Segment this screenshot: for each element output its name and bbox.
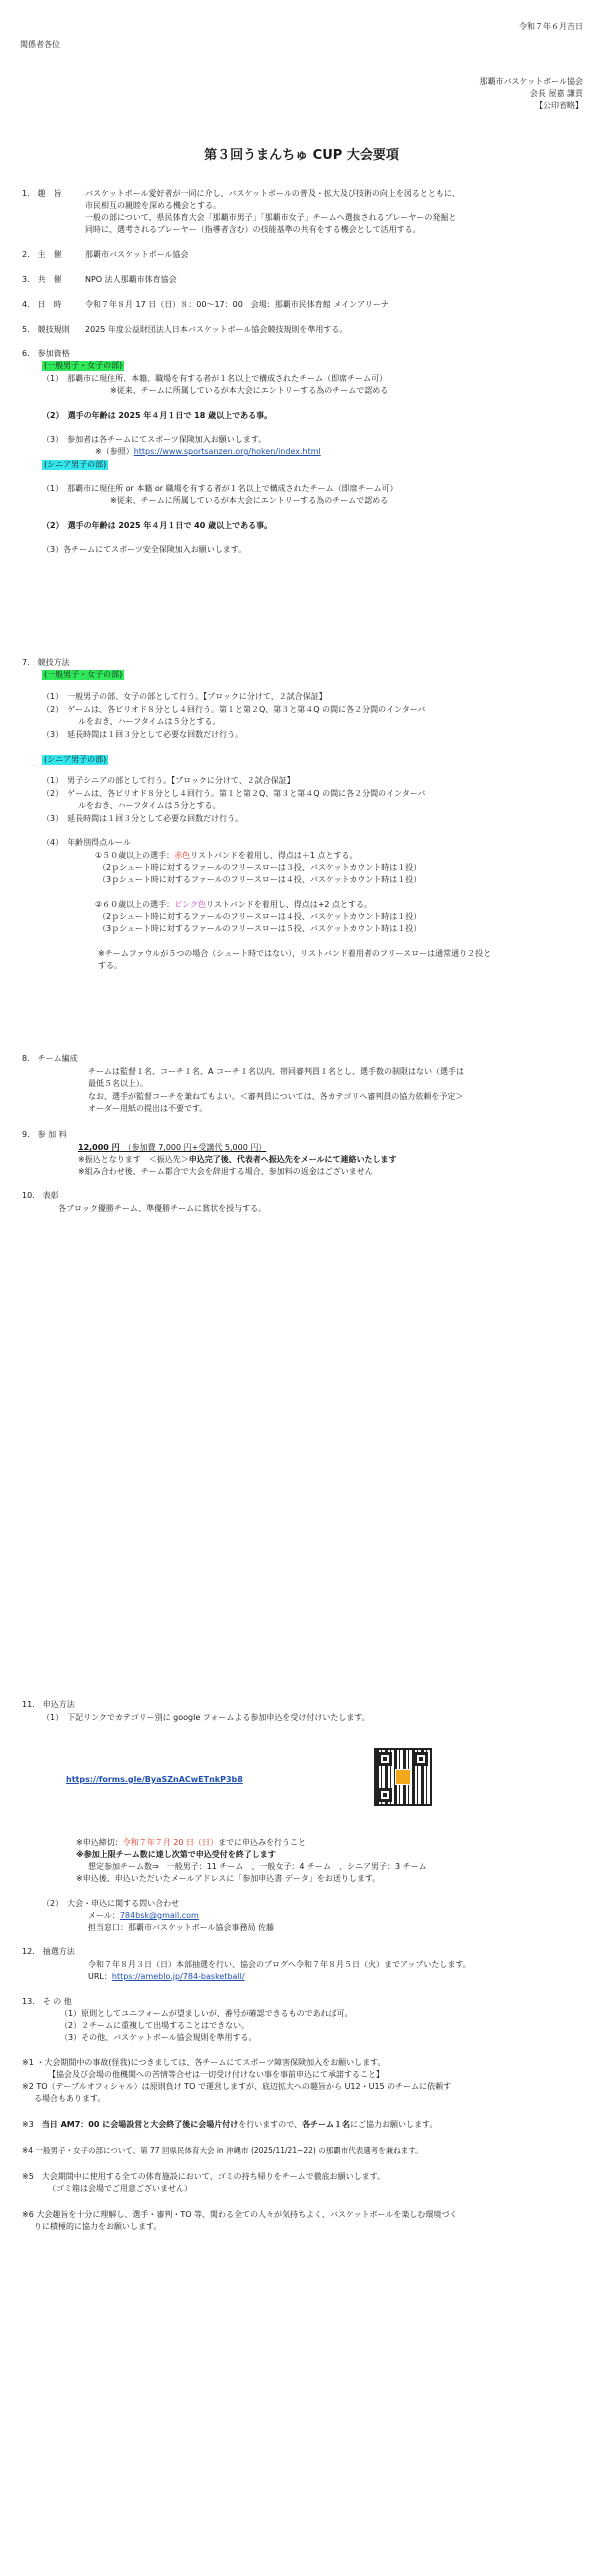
sec5-value: 2025 年度公益財団法人日本バスケットボール協会競技規則を準用する。 bbox=[85, 325, 348, 334]
sec6-item: （1） 那覇市に現住所、本籍、職場を有する者が１名以上で構成されたチーム（即席チーム可） bbox=[42, 374, 388, 383]
sec13-line: （2）２チームに重複して出場することはできない。 bbox=[60, 2021, 250, 2030]
blog-link[interactable]: https://ameblo.jp/784-basketball/ bbox=[111, 1972, 245, 1981]
sec11-line: （1） 下記リンクでカテゴリー別に google フォームよる参加申込を受け付けいたします。 bbox=[42, 1713, 370, 1722]
sec10-line: 各ブロック優勝チーム、準優勝チームに賞状を授与する。 bbox=[58, 1204, 267, 1213]
team-foul-note: ※チームファウルが５つの場合（シュート時ではない），リストバンド着用者のフリースローは通常通り２投と bbox=[98, 949, 492, 958]
sec6-item: （2） 選手の年齢は 2025 年４月１日で 40 歳以上である事。 bbox=[42, 521, 273, 530]
sec8-line: チームは監督１名、コーチ１名、A コーチ１名以内、帯同審判員１名とし、選手数の制限はない（選手は bbox=[88, 1067, 465, 1076]
note-6: ※6 大会趣旨を十分に理解し、選手・審判・TO 等、関わる全ての人々が気持ちよく、バスケットボールを楽しむ環境づく bbox=[22, 2210, 458, 2219]
sec6-item: （3）各チームにてスポーツ安全保険加入お願いします。 bbox=[42, 545, 247, 554]
sec8-label: 8. チーム編成 bbox=[22, 1054, 78, 1063]
note-3: ※3 当日 AM7：00 に会場設営と大会終了後に会場片付けを行いますので、各チーム１名にご協力お願いします。 bbox=[22, 2120, 438, 2129]
sec6-label: 6. 参加資格 bbox=[22, 349, 70, 358]
qr-code-icon bbox=[374, 1748, 432, 1806]
page-title: 第３回うまんちゅ CUP 大会要項 bbox=[204, 148, 399, 163]
sec4-label: 4. 日 時 bbox=[22, 300, 62, 309]
sec7-item: （3） 延長時間は１回３分として必要な回数だけ行う。 bbox=[42, 814, 244, 823]
sec6-item: （2） 選手の年齢は 2025 年４月１日で 18 歳以上である事。 bbox=[42, 411, 273, 420]
age-rule-detail: （3ｐシュート時に対するファールのフリースローは４投、バスケットカウント時は１投） bbox=[98, 875, 422, 884]
sec8-line: 最低５名以上）。 bbox=[88, 1079, 148, 1088]
sec5-label: 5. 競技規則 bbox=[22, 325, 70, 334]
sec6-general-tag: (一般男子・女子の部) bbox=[44, 361, 123, 370]
sec7-item: ルをおき、ハーフタイムは５分とする。 bbox=[78, 801, 221, 810]
sec3-value: NPO 法人那覇市体育協会 bbox=[85, 275, 177, 284]
sec9-label: 9. 参 加 料 bbox=[22, 1130, 67, 1139]
issuer-president: 会長 屋嘉 謙貢 bbox=[529, 89, 583, 98]
note-1b: 【協会及び会場の他機関への苦情等合せは一切受け付けない事を事前申込にて承諾すること】 bbox=[48, 2070, 384, 2079]
note-5b: （ゴミ箱は会場でご用意ございません） bbox=[48, 2184, 192, 2193]
sec6-reference: ※（参照）https://www.sportsanzen.org/hoken/index.html bbox=[95, 447, 321, 456]
age-rule-detail: （3ｐシュート時に対するファールのフリースローは５投、バスケットカウント時は１投） bbox=[98, 924, 422, 933]
note-2b: る場合もあります。 bbox=[34, 2094, 106, 2103]
age-rule-detail: （2ｐシュート時に対するファールのフリースローは４投、バスケットカウント時は１投） bbox=[98, 912, 422, 921]
form-link-wrap bbox=[66, 1775, 243, 1785]
sec7-item: （2） ゲームは、各ピリオド８分とし４回行う。第１と第２Q、第３と第４Q の間に各２分間のインターバ bbox=[42, 789, 426, 798]
sec1-line: 一般の部について、県民体育大会「那覇市男子」「那覇市女子」チームへ選抜されるプレーヤーの発掘と bbox=[85, 213, 457, 222]
deadline-line: ※申込締切：令和７年７月 20 日（日）までに申込みを行うこと bbox=[76, 1838, 306, 1847]
contact-mail: メール：784bsk@gmail.com bbox=[88, 1911, 199, 1920]
note-1: ※1 ・大会期間中の事故(怪我)につきましては、各チームにてスポーツ障害保険加入をお願いします。 bbox=[22, 2058, 386, 2067]
after-apply-note: ※申込後、申込いただいたメールアドレスに「参加申込書 データ」をお送りします。 bbox=[76, 1874, 381, 1883]
sec1-line: 市民相互の親睦を深める機会とする。 bbox=[85, 201, 221, 210]
fee-payment: ※振込となります ＜振込先＞申込完了後、代表者へ振込先をメールにて連絡いたします bbox=[78, 1155, 397, 1164]
issuer-org: 那覇市バスケットボール協会 bbox=[479, 77, 583, 86]
sec2-value: 那覇市バスケットボール協会 bbox=[85, 250, 189, 259]
sec7-general-tag: (一般男子・女子の部) bbox=[44, 670, 123, 679]
fee-line: 12,000 円 （参加費 7,000 円+受講代 5,000 円） bbox=[78, 1143, 267, 1152]
sec6-item: ※従来、チームに所属しているが本大会にエントリーする為のチームで認める bbox=[110, 386, 389, 395]
recipients: 関係者各位 bbox=[20, 40, 60, 49]
note-6b: りに積極的に協力をお願いします。 bbox=[34, 2222, 162, 2231]
sec6-item: ※従来、チームに所属しているが本大会にエントリーする為のチームで認める bbox=[110, 496, 389, 505]
contact-head: （2） 大会・申込に関する問い合わせ bbox=[42, 1899, 180, 1908]
sec13-label: 13. そ の 他 bbox=[22, 1997, 72, 2006]
insurance-link[interactable]: https://www.sportsanzen.org/hoken/index.html bbox=[133, 447, 321, 456]
age-rule-detail: （2ｐシュート時に対するファールのフリースローは３投、バスケットカウント時は１投） bbox=[98, 863, 422, 872]
note-5: ※5 大会期間中に使用する全ての体育施設において、ゴミの持ち帰りをチームで徹底お願いします。 bbox=[22, 2172, 385, 2181]
sec13-line: （1）原則としてユニフォームが望ましいが、番号が確認できるものであれば可。 bbox=[60, 2009, 353, 2018]
fee-refund: ※組み合わせ後、チーム都合で大会を辞退する場合、参加料の返金はございません bbox=[78, 1167, 373, 1176]
sec10-label: 10. 表彰 bbox=[22, 1191, 59, 1200]
limit-line: ※参加上限チーム数に達し次第で申込受付を終了します bbox=[76, 1850, 276, 1859]
sec7-item: （2） ゲームは、各ピリオド８分とし４回行う。第１と第２Q、第３と第４Q の間に各２分間のインターバ bbox=[42, 705, 426, 714]
sec6-item: （1） 那覇市に現住所 or 本籍 or 職場を有する者が１名以上で構成されたチーム（即席チーム可） bbox=[42, 484, 398, 493]
team-foul-note: する。 bbox=[98, 961, 122, 970]
sec12-url: URL：https://ameblo.jp/784-basketball/ bbox=[88, 1972, 245, 1981]
sec6-item: （3） 参加者は各チームにてスポーツ保険加入お願いします。 bbox=[42, 435, 267, 444]
note-4: ※4 一般男子・女子の部について、第 77 回県民体育大会 in 沖縄市 (2025/11/21~22) の那覇市代表選考を兼ねます。 bbox=[22, 2146, 423, 2155]
contact-mail-link[interactable]: 784bsk@gmail.com bbox=[119, 1911, 199, 1920]
sec6-senior-tag: (シニア男子の部) bbox=[44, 460, 107, 469]
age-rule-60: ②６０歳以上の選手：ピンク色リストバンドを着用し、得点は+2 点とする。 bbox=[95, 900, 373, 909]
form-link[interactable]: https://forms.gle/ByaSZnACwETnkP3b8 bbox=[66, 1775, 243, 1784]
note-2: ※2 TO（テーブルオフィシャル）は原則負け TO で運営しますが、底辺拡大への趣旨から U12・U15 のチームに依頼す bbox=[22, 2082, 452, 2091]
sec7-label: 7. 競技方法 bbox=[22, 658, 70, 667]
sec1-label: 1. 趣 旨 bbox=[22, 189, 62, 198]
sec7-senior-tag: (シニア男子の部) bbox=[44, 755, 107, 764]
sec1-line: バスケットボール愛好者が一同に介し、バスケットボールの普及・拡大及び技術の向上を図るとともに、 bbox=[85, 189, 460, 198]
sec1-line: 同時に、選考されるプレーヤー（指導者含む）の技能基準の共有をする機会として活用する。 bbox=[85, 225, 421, 234]
sec7-item: ルをおき、ハーフタイムは５分とする。 bbox=[78, 717, 221, 726]
contact-staff: 担当窓口：那覇市バスケットボール協会事務局 佐藤 bbox=[88, 1923, 274, 1932]
issue-date: 令和７年６月吉日 bbox=[519, 22, 583, 31]
sec8-line: なお、選手が監督コーチを兼ねてもよい。＜審判員については、各カテゴリへ審判員の協力依頼を予定＞ bbox=[88, 1092, 464, 1101]
sec7-item: （1） 一般男子の部、女子の部として行う。【ブロックに分けて、２試合保証】 bbox=[42, 692, 327, 701]
sec7-item: （4） 年齢別得点ルール bbox=[42, 838, 131, 847]
sec8-line: オーダー用紙の提出は不要です。 bbox=[88, 1104, 208, 1113]
sec11-label: 11. 申込方法 bbox=[22, 1700, 75, 1709]
sec3-label: 3. 共 催 bbox=[22, 275, 62, 284]
sec4-value: 令和７年８月 17 日（日）８：00～17：00 会場：那覇市民体育館 メインアリーナ bbox=[85, 300, 389, 309]
expected-teams: 想定参加チーム数⇒ 一般男子：11 チーム 、一般女子：4 チーム 、シニア男子：3 チーム bbox=[88, 1862, 427, 1871]
sec13-line: （3）その他、バスケットボール協会規則を準用する。 bbox=[60, 2033, 257, 2042]
age-rule-50: ①５０歳以上の選手：赤色リストバンドを着用し、得点は＋1 点とする。 bbox=[95, 851, 358, 860]
sec12-line: 令和７年８月３日（日）本部抽選を行い、協会のブログへ令和７年８月５日（火）までアップいたします。 bbox=[88, 1960, 471, 1969]
seal-note: 【公印省略】 bbox=[535, 101, 583, 110]
sec2-label: 2. 主 催 bbox=[22, 250, 62, 259]
sec7-item: （3） 延長時間は１回３分として必要な回数だけ行う。 bbox=[42, 730, 244, 739]
sec7-item: （1） 男子シニアの部として行う。【ブロックに分けて、２試合保証】 bbox=[42, 776, 295, 785]
sec12-label: 12. 抽選方法 bbox=[22, 1947, 75, 1956]
